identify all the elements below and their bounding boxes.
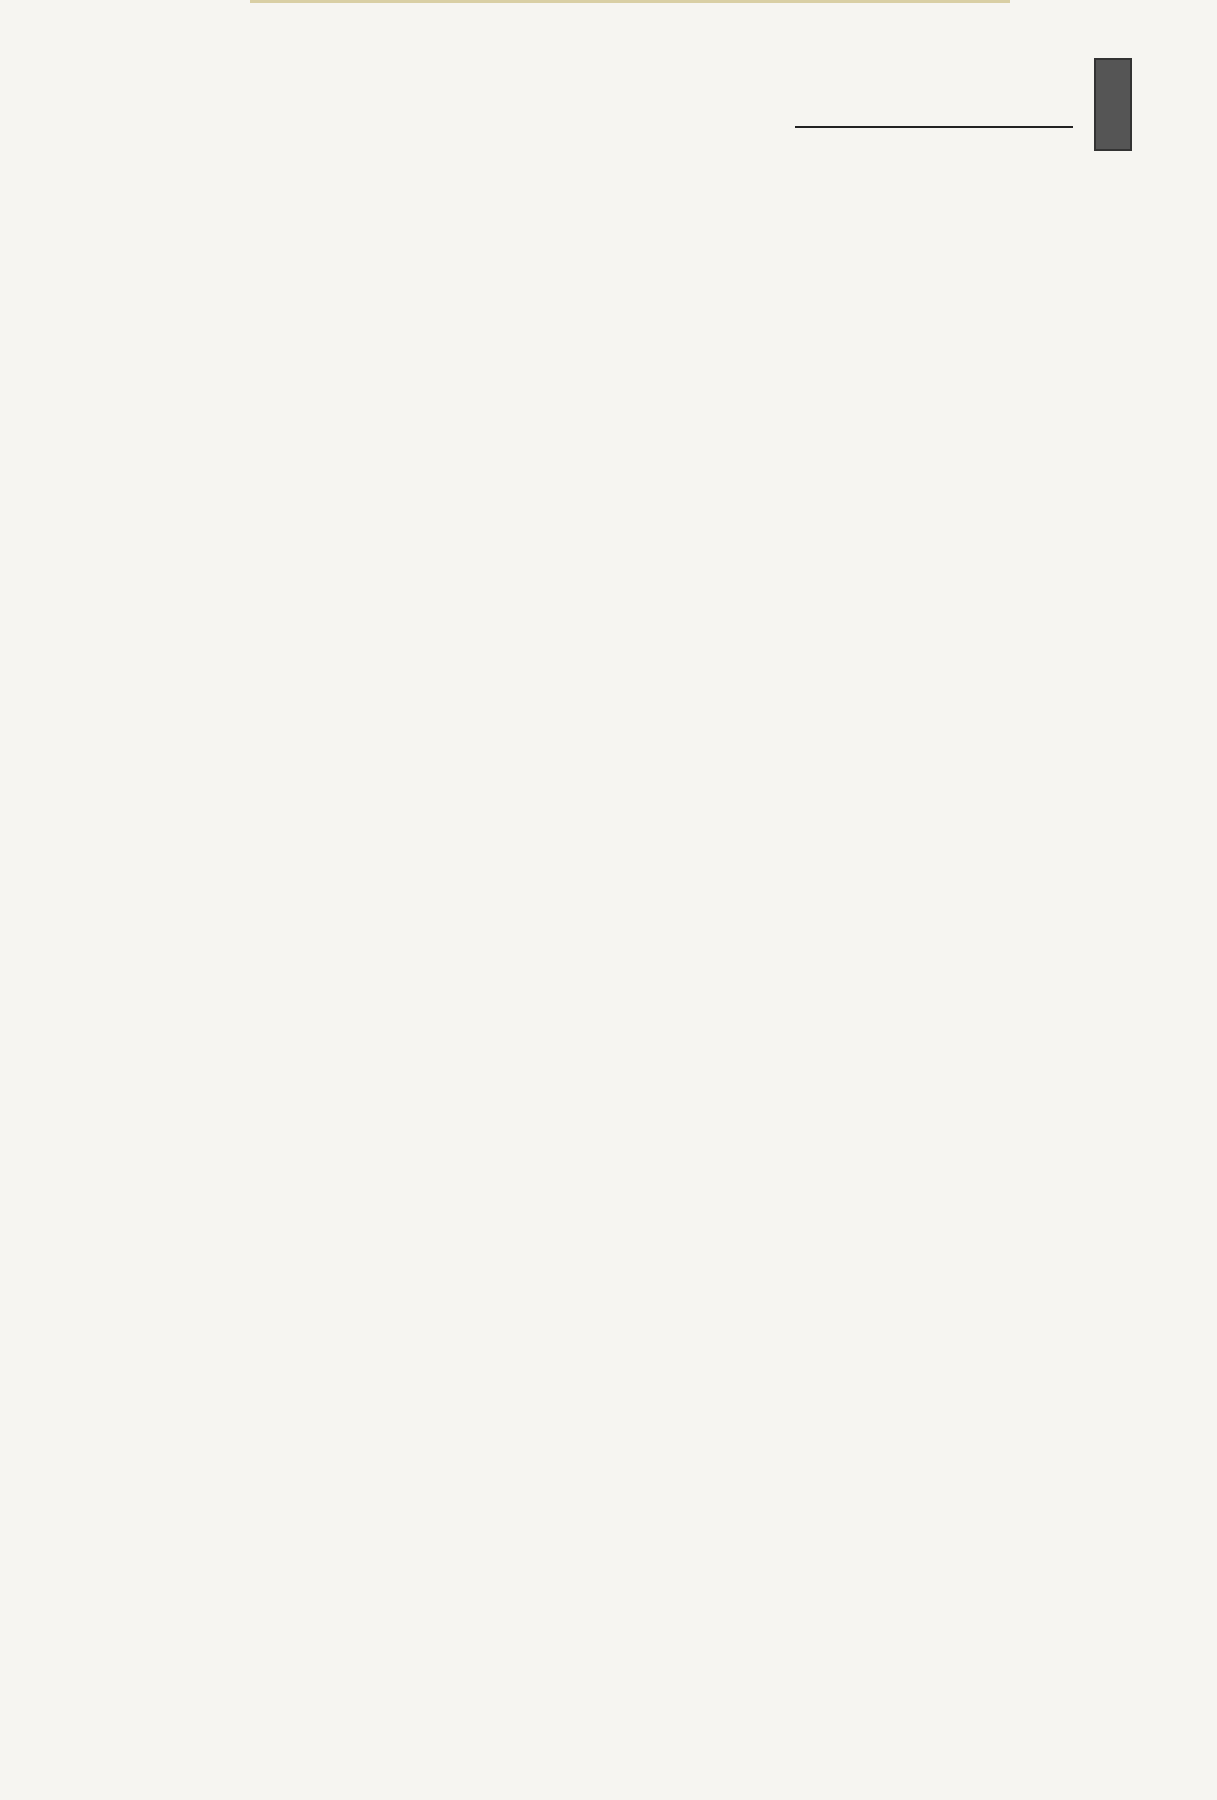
page-top-edge [250,0,1010,3]
toc-content [200,170,1014,226]
header-rule [795,126,1073,128]
publisher-logo [1094,58,1132,151]
